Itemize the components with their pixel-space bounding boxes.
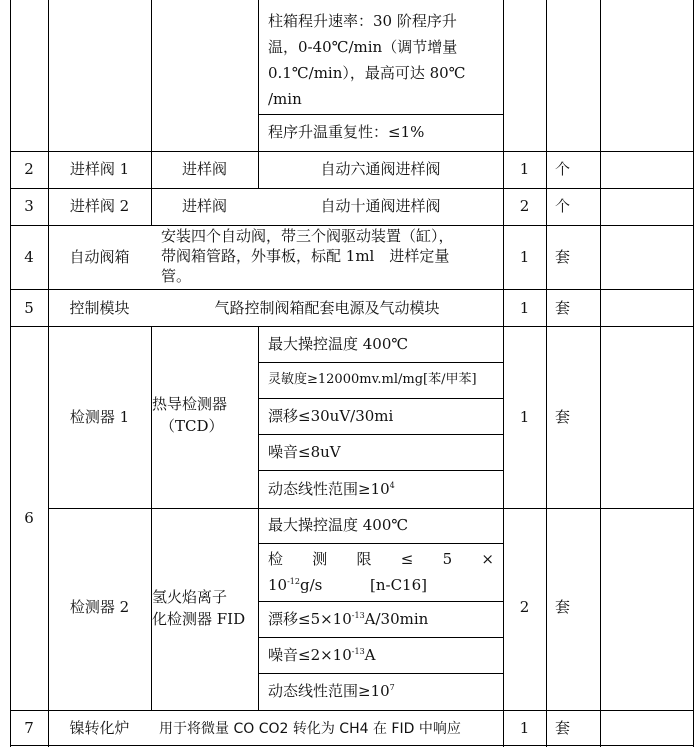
row-divider bbox=[258, 543, 503, 544]
spec-text-main: 噪音≤2×10 bbox=[268, 646, 352, 664]
spec-text: 安装四个自动阀，带三个阀驱动装置（缸）， bbox=[161, 227, 454, 245]
item-name: 进样阀 1 bbox=[69, 160, 130, 178]
row-number: 2 bbox=[24, 160, 34, 178]
spec-text: 温，0-40℃/min（调节增量 bbox=[268, 38, 458, 56]
spec-text-main: 动态线性范围≥10 bbox=[268, 480, 390, 498]
item-type: 热导检测器 bbox=[152, 395, 228, 413]
col-divider bbox=[503, 0, 504, 747]
row-divider bbox=[48, 508, 694, 509]
spec-char: 5 bbox=[442, 550, 453, 568]
spec-text-main: 漂移≤5×10 bbox=[268, 610, 352, 628]
unit: 套 bbox=[555, 299, 571, 317]
spec-text: /min bbox=[268, 90, 302, 108]
item-type: 化检测器 FID bbox=[152, 610, 246, 628]
item-type: 进样阀 bbox=[181, 197, 227, 215]
col-divider bbox=[48, 0, 49, 747]
row-divider bbox=[258, 637, 503, 638]
row-number: 4 bbox=[24, 248, 34, 266]
row-divider bbox=[10, 151, 694, 152]
spec-text: 漂移≤30uV/30mi bbox=[268, 407, 394, 425]
spec-text: 灵敏度≥12000mv.ml/mg[苯/甲苯] bbox=[268, 372, 477, 387]
unit: 套 bbox=[555, 719, 571, 737]
row-divider bbox=[258, 470, 503, 471]
spec-char: 限 bbox=[356, 550, 372, 568]
row-number: 3 bbox=[24, 197, 34, 215]
spec-text: 0.1℃/min），最高可达 80℃ bbox=[268, 64, 466, 82]
spec-text-main: 动态线性范围≥10 bbox=[268, 682, 390, 700]
unit: 个 bbox=[555, 160, 571, 178]
spec-text bbox=[268, 572, 322, 598]
item-name: 检测器 1 bbox=[69, 408, 130, 426]
row-divider bbox=[258, 601, 503, 602]
spec-text bbox=[268, 546, 494, 572]
spec-text-main: g/s bbox=[299, 576, 323, 594]
item-type: 氢火焰离子 bbox=[152, 588, 228, 606]
col-divider bbox=[151, 326, 152, 711]
unit: 套 bbox=[555, 248, 571, 266]
row-divider bbox=[258, 362, 503, 363]
row-divider bbox=[258, 434, 503, 435]
spec-text: 程序升温重复性：≤1% bbox=[268, 123, 425, 141]
spec-char: × bbox=[481, 550, 494, 568]
col-divider bbox=[151, 0, 152, 225]
spec-text bbox=[268, 476, 395, 502]
col-divider bbox=[600, 0, 601, 747]
row-divider bbox=[10, 710, 694, 711]
spec-text bbox=[268, 642, 376, 668]
superscript: -13 bbox=[351, 647, 365, 656]
quantity: 2 bbox=[519, 598, 530, 616]
item-name: 控制模块 bbox=[69, 299, 130, 317]
spec-char: ≤ bbox=[400, 550, 414, 568]
quantity: 1 bbox=[519, 248, 530, 266]
spec-text: 用于将微量 CO CO2 转化为 CH4 在 FID 中响应 bbox=[159, 721, 461, 737]
row-divider bbox=[258, 398, 503, 399]
row-number: 5 bbox=[24, 299, 34, 317]
table-border-bottom bbox=[10, 745, 694, 746]
spec-char: 测 bbox=[312, 550, 328, 568]
spec-text: 气路控制阀箱配套电源及气动模块 bbox=[214, 299, 440, 317]
row-divider bbox=[10, 188, 694, 189]
spec-text: 带阀箱管路，外事板，标配 1ml 进样定量 bbox=[161, 247, 450, 265]
item-type: 进样阀 bbox=[181, 160, 227, 178]
quantity: 1 bbox=[519, 719, 530, 737]
row-divider bbox=[258, 114, 503, 115]
item-name: 镍转化炉 bbox=[69, 719, 130, 737]
unit: 套 bbox=[555, 408, 571, 426]
spec-text-main: 10 bbox=[268, 576, 288, 594]
row-divider bbox=[10, 326, 694, 327]
spec-text: 最大操控温度 400℃ bbox=[268, 335, 409, 353]
quantity: 1 bbox=[519, 299, 530, 317]
spec-text bbox=[268, 678, 395, 704]
superscript: -13 bbox=[351, 611, 365, 620]
row-divider bbox=[258, 673, 503, 674]
item-name: 检测器 2 bbox=[69, 598, 130, 616]
table-border-right bbox=[693, 0, 694, 747]
spec-text: 自动六通阀进样阀 bbox=[320, 160, 441, 178]
item-name: 自动阀箱 bbox=[69, 248, 130, 266]
spec-text-main: A bbox=[364, 646, 376, 664]
unit: 个 bbox=[555, 197, 571, 215]
unit: 套 bbox=[555, 598, 571, 616]
spec-text: 自动十通阀进样阀 bbox=[320, 197, 441, 215]
superscript: 4 bbox=[389, 481, 395, 490]
spec-text: 管。 bbox=[161, 267, 192, 285]
quantity: 1 bbox=[519, 160, 530, 178]
spec-text: 柱箱程升速率：30 阶程序升 bbox=[268, 12, 457, 30]
spec-text-main: A/30min bbox=[364, 610, 429, 628]
col-divider bbox=[258, 326, 259, 711]
quantity: 2 bbox=[519, 197, 530, 215]
row-number: 6 bbox=[24, 509, 34, 527]
row-divider bbox=[10, 289, 694, 290]
item-name: 进样阀 2 bbox=[69, 197, 130, 215]
col-divider bbox=[546, 0, 547, 747]
spec-text: 噪音≤8uV bbox=[268, 443, 341, 461]
table-border-left bbox=[10, 0, 11, 747]
spec-text: 最大操控温度 400℃ bbox=[268, 516, 409, 534]
superscript: -12 bbox=[287, 577, 300, 586]
quantity: 1 bbox=[519, 408, 530, 426]
superscript: 7 bbox=[389, 683, 395, 692]
spec-text bbox=[268, 606, 428, 632]
item-type: （TCD） bbox=[160, 417, 224, 435]
spec-text: [n-C16] bbox=[370, 576, 427, 594]
spec-char: 检 bbox=[268, 550, 284, 568]
row-number: 7 bbox=[24, 719, 34, 737]
